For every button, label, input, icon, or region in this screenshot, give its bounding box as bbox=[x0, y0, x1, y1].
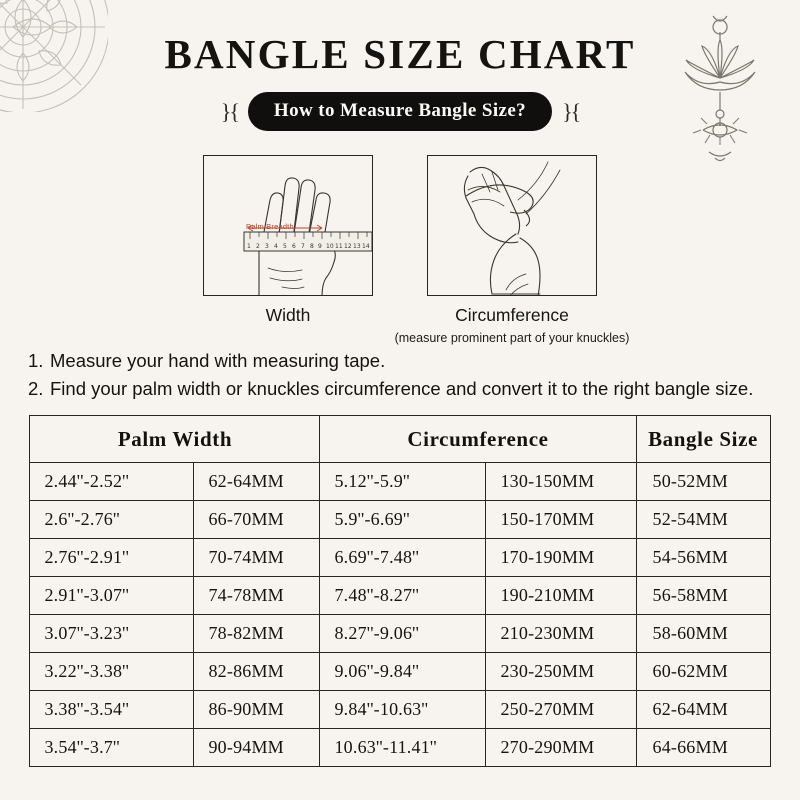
cell-bangle-size: 60-62MM bbox=[636, 653, 770, 691]
cell-circumference-inch: 8.27''-9.06'' bbox=[320, 615, 486, 653]
flourish-right-icon: }{ bbox=[562, 98, 580, 124]
cell-circumference-inch: 9.06''-9.84'' bbox=[320, 653, 486, 691]
cell-circumference-mm: 270-290MM bbox=[486, 729, 636, 767]
cell-palm-width-inch: 2.76''-2.91'' bbox=[30, 539, 194, 577]
svg-text:10: 10 bbox=[326, 243, 334, 250]
cell-circumference-inch: 7.48''-8.27'' bbox=[320, 577, 486, 615]
flourish-left-icon: }{ bbox=[220, 98, 238, 124]
cell-circumference-mm: 150-170MM bbox=[486, 501, 636, 539]
svg-text:12: 12 bbox=[344, 243, 352, 250]
cell-palm-width-inch: 2.91''-3.07'' bbox=[30, 577, 194, 615]
cell-palm-width-mm: 66-70MM bbox=[194, 501, 320, 539]
table-row bbox=[30, 691, 770, 729]
svg-text:13: 13 bbox=[353, 243, 361, 250]
cell-palm-width-mm: 78-82MM bbox=[194, 615, 320, 653]
cell-palm-width-inch: 3.22''-3.38'' bbox=[30, 653, 194, 691]
svg-text:8: 8 bbox=[310, 243, 314, 250]
cell-bangle-size: 56-58MM bbox=[636, 577, 770, 615]
svg-text:2: 2 bbox=[256, 243, 260, 250]
cell-circumference-inch: 5.9''-6.69'' bbox=[320, 501, 486, 539]
figures-row bbox=[0, 155, 800, 345]
cell-circumference-mm: 230-250MM bbox=[486, 653, 636, 691]
step-text: Find your palm width or knuckles circumference and convert it to the right bangle size. bbox=[50, 378, 754, 399]
cell-circumference-inch: 9.84''-10.63'' bbox=[320, 691, 486, 729]
cell-bangle-size: 50-52MM bbox=[636, 463, 770, 501]
cell-palm-width-mm: 62-64MM bbox=[194, 463, 320, 501]
cell-palm-width-inch: 2.44''-2.52'' bbox=[30, 463, 194, 501]
figure-circumference-subcaption: (measure prominent part of your knuckles) bbox=[394, 331, 630, 345]
cell-palm-width-inch: 3.07''-3.23'' bbox=[30, 615, 194, 653]
step-text: Measure your hand with measuring tape. bbox=[50, 350, 386, 371]
instructions-list bbox=[0, 348, 800, 401]
figure-circumference bbox=[394, 155, 630, 345]
cell-circumference-inch: 6.69''-7.48'' bbox=[320, 539, 486, 577]
step-number: 2. bbox=[28, 378, 44, 399]
cell-bangle-size: 64-66MM bbox=[636, 729, 770, 767]
cell-palm-width-inch: 2.6''-2.76'' bbox=[30, 501, 194, 539]
list-item bbox=[28, 376, 770, 401]
table-row bbox=[30, 577, 770, 615]
cell-circumference-mm: 190-210MM bbox=[486, 577, 636, 615]
svg-text:4: 4 bbox=[274, 243, 278, 250]
cell-circumference-inch: 5.12''-5.9'' bbox=[320, 463, 486, 501]
svg-text:7: 7 bbox=[301, 243, 305, 250]
cell-circumference-mm: 130-150MM bbox=[486, 463, 636, 501]
cell-circumference-mm: 250-270MM bbox=[486, 691, 636, 729]
table-row bbox=[30, 729, 770, 767]
figure-width-caption: Width bbox=[265, 305, 311, 325]
table-row bbox=[30, 615, 770, 653]
table-row bbox=[30, 463, 770, 501]
cell-bangle-size: 54-56MM bbox=[636, 539, 770, 577]
svg-text:9: 9 bbox=[318, 243, 322, 250]
cell-palm-width-inch: 3.54''-3.7'' bbox=[30, 729, 194, 767]
table-row bbox=[30, 653, 770, 691]
cell-palm-width-mm: 90-94MM bbox=[194, 729, 320, 767]
svg-text:1: 1 bbox=[247, 243, 251, 250]
svg-text:11: 11 bbox=[335, 243, 343, 250]
cell-palm-width-mm: 86-90MM bbox=[194, 691, 320, 729]
cell-palm-width-mm: 74-78MM bbox=[194, 577, 320, 615]
cell-bangle-size: 62-64MM bbox=[636, 691, 770, 729]
svg-text:14: 14 bbox=[362, 243, 370, 250]
palm-breadth-label: Palm Breadth bbox=[246, 222, 294, 231]
cell-palm-width-inch: 3.38''-3.54'' bbox=[30, 691, 194, 729]
cell-bangle-size: 52-54MM bbox=[636, 501, 770, 539]
cell-bangle-size: 58-60MM bbox=[636, 615, 770, 653]
table-row bbox=[30, 501, 770, 539]
size-chart-table bbox=[29, 415, 770, 767]
figure-width bbox=[203, 155, 373, 326]
table-header-row bbox=[30, 416, 770, 463]
figure-width-image bbox=[203, 155, 373, 296]
cell-palm-width-mm: 82-86MM bbox=[194, 653, 320, 691]
step-number: 1. bbox=[28, 350, 44, 371]
cell-palm-width-mm: 70-74MM bbox=[194, 539, 320, 577]
svg-text:3: 3 bbox=[265, 243, 269, 250]
svg-text:6: 6 bbox=[292, 243, 296, 250]
table-row bbox=[30, 539, 770, 577]
cell-circumference-inch: 10.63''-11.41'' bbox=[320, 729, 486, 767]
page-title: BANGLE SIZE CHART bbox=[164, 31, 636, 77]
column-header-circumference: Circumference bbox=[320, 416, 636, 463]
svg-text:5: 5 bbox=[283, 243, 287, 250]
list-item bbox=[28, 348, 770, 373]
cell-circumference-mm: 170-190MM bbox=[486, 539, 636, 577]
column-header-palm-width: Palm Width bbox=[30, 416, 320, 463]
cell-circumference-mm: 210-230MM bbox=[486, 615, 636, 653]
hand-knuckles-tape-illustration-icon bbox=[428, 156, 597, 296]
subtitle-row bbox=[0, 92, 800, 131]
figure-circumference-caption: Circumference bbox=[455, 305, 569, 325]
how-to-measure-badge: How to Measure Bangle Size? bbox=[248, 92, 552, 131]
column-header-bangle-size: Bangle Size bbox=[636, 416, 770, 463]
figure-circumference-image bbox=[427, 155, 597, 296]
